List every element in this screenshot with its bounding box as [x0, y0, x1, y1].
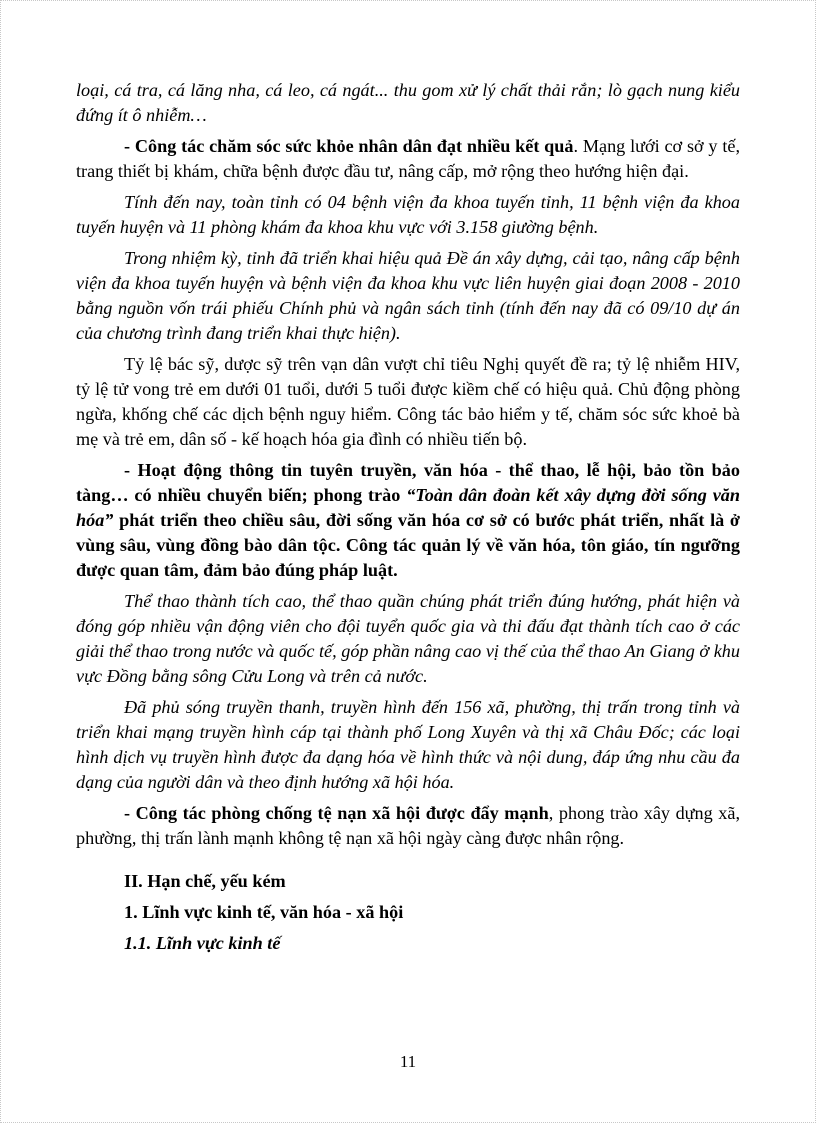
paragraph-text: loại, cá tra, cá lăng nha, cá leo, cá ngát... thu gom xử lý chất thải rắn; lò gạch nung kiểu đứng ít ô nhiễm…: [76, 80, 740, 125]
paragraph-hospitals: [76, 190, 740, 240]
paragraph-sports: [76, 589, 740, 689]
paragraph-lead-bold: - Công tác phòng chống tệ nạn xã hội được đẩy mạnh: [124, 803, 549, 823]
subsubsection-heading: 1.1. Lĩnh vực kinh tế: [124, 933, 281, 953]
paragraph-text: Thể thao thành tích cao, thể thao quần chúng phát triển đúng hướng, phát hiện và đóng góp nhiều vận động viên cho đội tuyển quốc gia và thi đấu đạt thành tích cao ở các giải thể thao trong nước và quốc tế, góp phần nâng cao vị thế của thể thao An Giang ở khu vực Đồng bằng sông Cửu Long và trên cả nước.: [76, 591, 740, 686]
paragraph-social-evils: [76, 801, 740, 851]
paragraph-broadcasting: [76, 695, 740, 795]
page-number: 11: [399, 1052, 417, 1071]
paragraph-text: , phong trào xây dựng xã, phường, thị trấn lành mạnh không tệ nạn xã hội ngày càng được nhân rộng.: [76, 803, 740, 848]
paragraph-text: Đã phủ sóng truyền thanh, truyền hình đến 156 xã, phường, thị trấn trong tỉnh và triển khai mạng truyền hình cáp tại thành phố Long Xuyên và thị xã Châu Đốc; các loại hình dịch vụ truyền hình được đa dạng hóa về hình thức và nội dung, đáp ứng nhu cầu đa dạng của người dân và theo định hướng xã hội hóa.: [76, 697, 740, 792]
campaign-name: “Toàn dân đoàn kết xây dựng đời sống văn hóa”: [76, 485, 741, 530]
paragraph-hospital-upgrade: [76, 246, 740, 346]
paragraph-healthcare: [76, 134, 740, 184]
subsection-heading: 1. Lĩnh vực kinh tế, văn hóa - xã hội: [124, 902, 404, 922]
paragraph-text: Trong nhiệm kỳ, tỉnh đã triển khai hiệu quả Đề án xây dựng, cải tạo, nâng cấp bệnh viện đa khoa tuyến huyện và bệnh viện đa khoa khu vực liên huyện giai đoạn 2008 - 2010 bằng nguồn vốn trái phiếu Chính phủ và ngân sách tỉnh (tính đến nay đã có 09/10 dự án của chương trình đang triển khai thực hiện).: [76, 248, 740, 343]
paragraph-lead-bold: - Công tác chăm sóc sức khỏe nhân dân đạt nhiều kết quả: [124, 136, 574, 156]
paragraph-text: - Hoạt động thông tin tuyên truyền, văn hóa - thể thao, lễ hội, bảo tồn bảo tàng… có nhiều chuyển biến; phong trào: [76, 460, 740, 505]
document-body: [76, 78, 740, 956]
paragraph-pollution-continued: [76, 78, 740, 128]
paragraph-text: . Mạng lưới cơ sở y tế, trang thiết bị khám, chữa bệnh được đầu tư, nâng cấp, mở rộng theo hướng hiện đại.: [76, 136, 740, 181]
paragraph-text: Tính đến nay, toàn tỉnh có 04 bệnh viện đa khoa tuyến tỉnh, 11 bệnh viện đa khoa tuyến huyện và 11 phòng khám đa khoa khu vực với 3.158 giường bệnh.: [76, 192, 740, 237]
section-heading: II. Hạn chế, yếu kém: [124, 871, 286, 891]
paragraph-text: Tỷ lệ bác sỹ, dược sỹ trên vạn dân vượt chỉ tiêu Nghị quyết đề ra; tỷ lệ nhiễm HIV, tỷ lệ tử vong trẻ em dưới 01 tuổi, dưới 5 tuổi được kiềm chế có hiệu quả. Chủ động phòng ngừa, khống chế các dịch bệnh nguy hiểm. Công tác bảo hiểm y tế, chăm sóc sức khoẻ bà mẹ và trẻ em, dân số - kế hoạch hóa gia đình có nhiều tiến bộ.: [76, 354, 740, 449]
paragraph-culture: [76, 458, 740, 583]
paragraph-health-indicators: [76, 352, 740, 452]
paragraph-text: phát triển theo chiều sâu, đời sống văn hóa cơ sở có bước phát triển, nhất là ở vùng sâu, vùng đồng bào dân tộc. Công tác quản lý về văn hóa, tôn giáo, tín ngưỡng được quan tâm, đảm bảo đúng pháp luật.: [76, 510, 740, 580]
